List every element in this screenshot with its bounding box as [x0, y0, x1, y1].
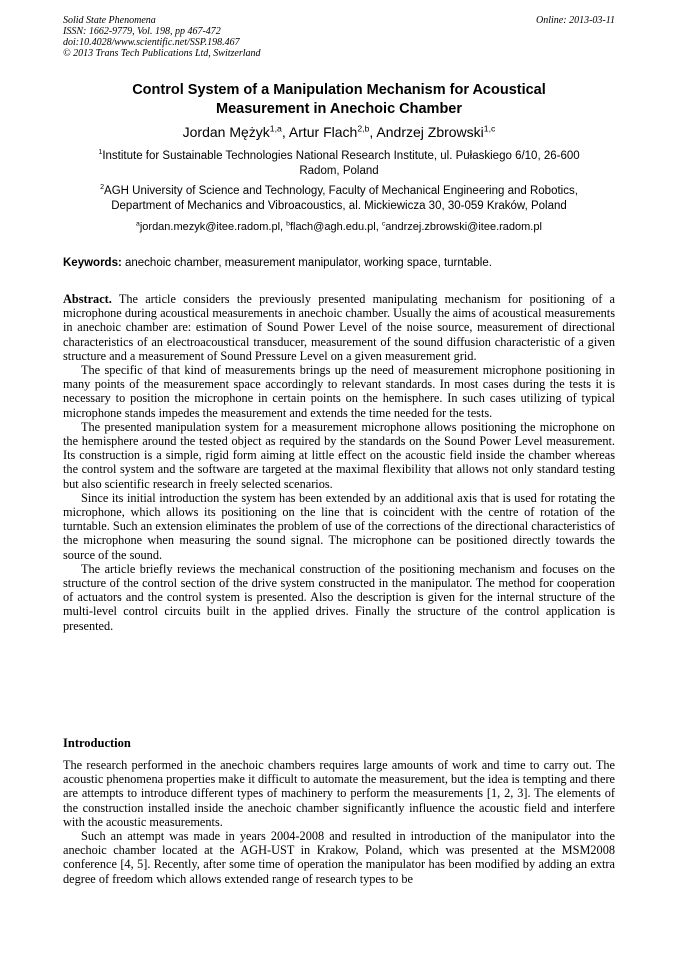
- affiliation-sup: 2: [100, 183, 105, 192]
- email-sup: a: [136, 220, 140, 228]
- title-line-2: Measurement in Anechoic Chamber: [215, 101, 463, 117]
- introduction-paragraph: Such an attempt was made in years 2004-2008 and resulted in introduction of the manipulator into the anechoic chamber located at the AGH-UST in Krakow, Poland, which was presented at the MSM2008 conference [4, 5]. Recently, after some time of operation the manipulator has been modified by adding an extra degree of freedom which allows extended range of research types to be: [63, 829, 615, 886]
- email-list: [63, 220, 615, 235]
- author-name: Jordan Mężyk: [182, 124, 270, 140]
- introduction-paragraph: The research performed in the anechoic chambers requires large amounts of work and time to carry out. The acoustic phenomena properties make it difficult to automate the measurement, but the idea is tempting and there are attempts to introduce different types of machinery to perform the measurements [1, 2, 3]. The elements of the construction installed inside the anechoic chamber significantly influence the acoustic field and interfere with the acoustic measurements.: [63, 758, 615, 829]
- affiliation-line: Radom, Poland: [299, 165, 379, 177]
- author-name: Andrzej Zbrowski: [376, 124, 484, 140]
- abstract-text: The article considers the previously presented manipulating mechanism for positioning of a microphone during acoustical measurements in anechoic chamber. Usually the aims of acoustical measurements in anechoic chamber are: estimation of Sound Power Level of the noise source, measurement of directional characteristics of an electroacoustical transducer, measurement of the sound diffusion characteristic of a given structure and a measurement of Sound Pressure Level on a given measurement grid.: [63, 292, 615, 363]
- author-list: [63, 123, 615, 141]
- abstract-paragraph: The specific of that kind of measurements brings up the need of measurement microphone positioning in many points of the measurement space accordingly to relevant standards. In most cases during the tests it is necessary to position the microphone in certain points on the hemisphere. In such cases utilizing of typical microphone stands impedes the measurement and extends the time needed for the tests.: [63, 363, 615, 420]
- author-name: Artur Flach: [288, 124, 358, 140]
- abstract-paragraph: [63, 292, 615, 363]
- abstract: [63, 292, 615, 633]
- abstract-paragraph: Since its initial introduction the system has been extended by an additional axis that is used for rotating the microphone, which allows its positioning on the line that is coincident with the centre of rotation of the turntable. Such an extension eliminates the problem of use of the corrections of the directional characteristics of the microphone when measuring the sound signal. The microphone can be positioned directly towards the source of the sound.: [63, 490, 615, 562]
- keywords-text: anechoic chamber, measurement manipulator, working space, turntable.: [121, 257, 492, 269]
- journal-name: Solid State Phenomena: [63, 15, 156, 26]
- author-sup: 1,c: [483, 123, 496, 134]
- journal-header: [63, 15, 615, 59]
- author-sup: 2,b: [357, 123, 370, 134]
- affiliation-line: Department of Mechanics and Vibroacoustics, al. Mickiewicza 30, 30-059 Kraków, Poland: [111, 200, 567, 212]
- copyright-line: © 2013 Trans Tech Publications Ltd, Switzerland: [63, 48, 261, 59]
- affiliation-1: [63, 149, 615, 179]
- abstract-paragraph: The presented manipulation system for a measurement microphone allows positioning the microphone on the hemisphere around the tested object as required by the standards on the Sound Power Level measurement. Its construction is a simple, rigid form aiming at little effect on the acoustic field inside the chamber whereas the control system and the software are targeted at the maximal flexibility that allows not only standard testing but also scientific research in freely selected scenarios.: [63, 419, 615, 491]
- affiliation-sup: 1: [98, 148, 103, 157]
- abstract-paragraph: The article briefly reviews the mechanical construction of the positioning mechanism and focuses on the structure of the control section of the drive system constructed in the manipulator. The method for cooperation of actuators and the control system is presented. Also the description is given for the internal structure of the multi-level control circuits built in the applied drives. Finally the structure of the control application is presented.: [63, 561, 615, 633]
- keywords-label: Keywords:: [63, 257, 122, 269]
- online-date: Online: 2013-03-11: [536, 15, 615, 26]
- author-separator: ,: [281, 124, 289, 140]
- email-address[interactable]: jordan.mezyk@itee.radom.pl,: [139, 221, 287, 233]
- email-address[interactable]: flach@agh.edu.pl,: [289, 221, 382, 233]
- keywords: [63, 256, 615, 271]
- doi-line: doi:10.4028/www.scientific.net/SSP.198.467: [63, 37, 240, 48]
- email-sup: b: [286, 220, 290, 228]
- section-heading-introduction: Introduction: [63, 736, 131, 750]
- abstract-label: Abstract.: [63, 292, 112, 306]
- title-line-1: Control System of a Manipulation Mechanism for Acoustical: [132, 82, 546, 98]
- introduction-body: [63, 758, 615, 886]
- issn-line: ISSN: 1662-9779, Vol. 198, pp 467-472: [63, 26, 221, 37]
- paper-title: [63, 81, 615, 119]
- affiliation-line: Institute for Sustainable Technologies National Research Institute, ul. Pułaskiego 6/10, 26-600: [102, 150, 580, 162]
- author-sup: 1,a: [269, 123, 282, 134]
- author-separator: ,: [369, 124, 377, 140]
- affiliation-line: AGH University of Science and Technology, Faculty of Mechanical Engineering and Robotics,: [104, 185, 578, 197]
- email-sup: c: [381, 220, 386, 228]
- affiliation-2: [63, 184, 615, 214]
- email-address[interactable]: andrzej.zbrowski@itee.radom.pl: [385, 221, 542, 233]
